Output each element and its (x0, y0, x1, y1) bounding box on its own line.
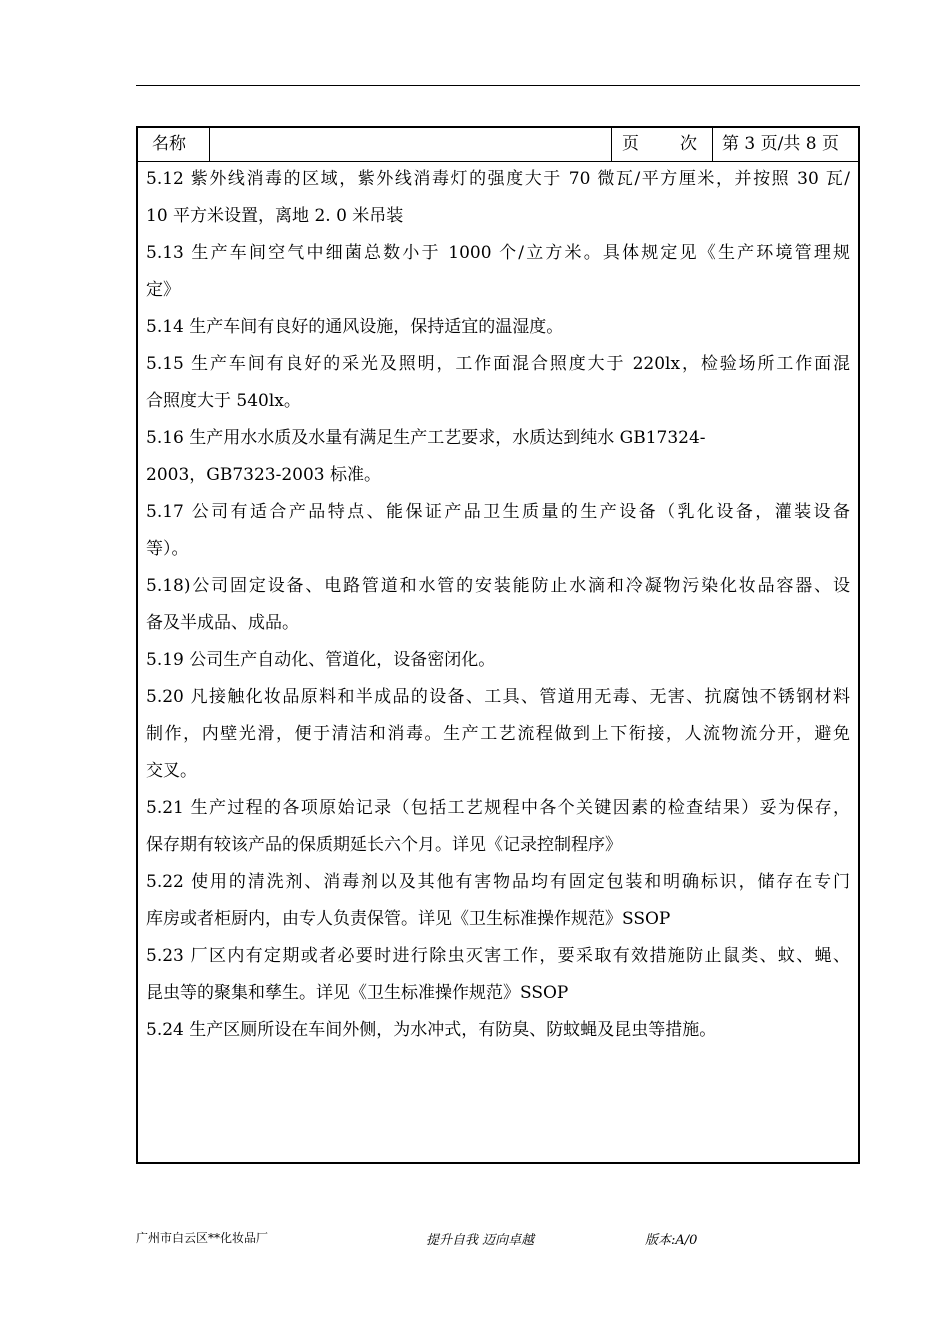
page-label-1: 页 (622, 134, 639, 154)
footer-company: 广州市白云区**化妆品厂 (136, 1231, 269, 1245)
clause-5-22 (146, 864, 850, 938)
table-header-row (138, 128, 858, 162)
clause-5-20 (146, 679, 850, 790)
clause-line: 制作，内壁光滑，便于清洁和消毒。生产工艺流程做到上下衔接，人流物流分开，避免 (146, 724, 850, 744)
clause-5-17 (146, 494, 850, 568)
clause-line: 5.24 生产区厕所设在车间外侧，为水冲式，有防臭、防蚊蝇及昆虫等措施。 (146, 1020, 717, 1040)
clause-5-21 (146, 790, 850, 864)
clause-line: 定》 (146, 280, 180, 300)
clause-line: 10 平方米设置，离地 2. 0 米吊装 (146, 206, 404, 226)
name-label: 名称 (138, 128, 210, 161)
clause-line: 5.17 公司有适合产品特点、能保证产品卫生质量的生产设备（乳化设备，灌装设备 (146, 502, 850, 522)
clause-5-19 (146, 642, 850, 679)
name-value (210, 128, 612, 161)
clause-line: 备及半成品、成品。 (146, 613, 299, 633)
footer-slogan: 提升自我 迈向卓越 (426, 1233, 535, 1248)
clause-line: 库房或者柜厨内，由专人负责保管。详见《卫生标准操作规范》SSOP (146, 909, 671, 929)
header-rule (136, 85, 860, 86)
clause-line: 5.20 凡接触化妆品原料和半成品的设备、工具、管道用无毒、无害、抗腐蚀不锈钢材料 (146, 687, 850, 707)
clause-line: 等）。 (146, 539, 189, 559)
clause-5-12 (146, 161, 850, 235)
clause-line: 合照度大于 540lx。 (146, 391, 301, 411)
clause-5-24 (146, 1012, 850, 1049)
clause-line: 5.23 厂区内有定期或者必要时进行除虫灭害工作，要采取有效措施防止鼠类、蚊、蝇、 (146, 946, 850, 966)
clause-line: 5.13 生产车间空气中细菌总数小于 1000 个/立方米。具体规定见《生产环境管理规 (146, 243, 850, 263)
clause-5-18 (146, 568, 850, 642)
clause-line: 5.15 生产车间有良好的采光及照明，工作面混合照度大于 220lx，检验场所工作面混 (146, 354, 850, 374)
clause-line: 5.21 生产过程的各项原始记录（包括工艺规程中各个关键因素的检查结果）妥为保存， (146, 798, 850, 818)
clause-line: 5.16 生产用水水质及水量有满足生产工艺要求，水质达到纯水 GB17324- (146, 428, 706, 448)
footer-version: 版本:A/0 (645, 1233, 698, 1248)
clause-line: 交叉。 (146, 761, 197, 781)
clause-line: 5.14 生产车间有良好的通风设施，保持适宜的温湿度。 (146, 317, 564, 337)
clause-5-14 (146, 309, 850, 346)
clause-line: 5.18)公司固定设备、电路管道和水管的安装能防止水滴和冷凝物污染化妆品容器、设 (146, 576, 850, 596)
clause-line: 5.22 使用的清洗剂、消毒剂以及其他有害物品均有固定包装和明确标识，储存在专门 (146, 872, 850, 892)
clause-line: 5.19 公司生产自动化、管道化，设备密闭化。 (146, 650, 496, 670)
clause-5-23 (146, 938, 850, 1012)
clause-5-15 (146, 346, 850, 420)
clause-5-13 (146, 235, 850, 309)
page-label-2: 次 (680, 134, 697, 154)
clause-line: 5.12 紫外线消毒的区域，紫外线消毒灯的强度大于 70 微瓦/平方厘米，并按照 30 瓦/ (146, 169, 850, 189)
clause-5-16 (146, 420, 850, 494)
page-label (612, 128, 713, 161)
clause-line: 2003，GB7323-2003 标准。 (146, 465, 382, 485)
page-number: 第 3 页/共 8 页 (722, 134, 839, 154)
document-table (136, 126, 860, 1164)
document-body (146, 161, 850, 1049)
clause-line: 保存期有较该产品的保质期延长六个月。详见《记录控制程序》 (146, 835, 622, 855)
clause-line: 昆虫等的聚集和孳生。详见《卫生标准操作规范》SSOP (146, 983, 569, 1003)
